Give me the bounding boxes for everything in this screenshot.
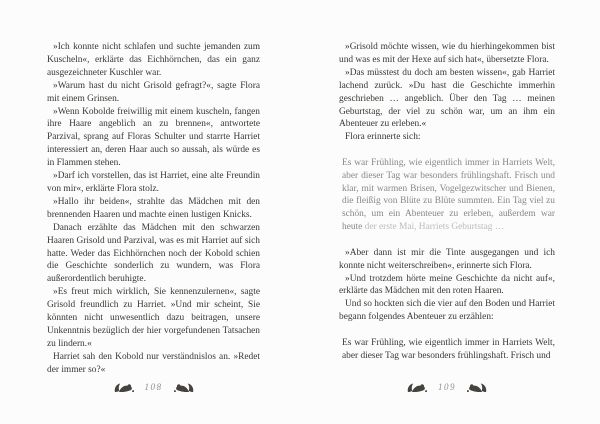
leaping-squirrel-ornament-icon (174, 382, 194, 393)
paragraph: »Und trotzdem hörte meine Geschichte da nicht auf«, erklärte das Mädchen mit den roten Haaren. (339, 273, 555, 297)
right-page-footer (339, 379, 555, 395)
paragraph: Flora erinnerte sich: (345, 132, 421, 143)
paragraph: »Warum hast du nicht Grisold gefragt?«, sagte Flora mit einem Grinsen. (47, 80, 260, 104)
page-number-left: 108 (144, 382, 163, 392)
leaping-squirrel-ornament-icon (407, 382, 427, 393)
paragraph: »Grisold möchte wissen, wie du hierhingekommen bist und was es mit der Hexe auf sich hat«, übersetzte Flora. (339, 42, 555, 65)
paragraph: »Hallo ihr beiden«, strahlte das Mädchen mit den brennenden Haaren und machte einen lustigen Knicks. (47, 196, 260, 220)
paragraph: Harriet sah den Kobold nur verständnislos an. »Redet der immer so?« (47, 351, 260, 375)
paragraph: »Wenn Kobolde freiwillig mit einem kuscheln, fangen ihre Haare angeblich an zu brennen«, antwortete Parzival, sprang auf Floras Schulter und starrte Harriet interessiert an, deren Haar auch so aussah, als würde es in Flammen stehen. (47, 106, 260, 169)
paragraph: Danach erzählte das Mädchen mit den schwarzen Haaren Grisold und Parzival, was es mit Harriet auf sich hatte. Weder das Eichhörnchen noch der Kobold schien die Geschichte sonderlich zu wundern, was Flora außerordentlich beruhigte. (47, 222, 260, 285)
paragraph: Es war Frühling, wie eigentlich immer in Harriets Welt, aber dieser Tag war besonders frühlingshaft. Frisch und (342, 337, 555, 361)
paragraph: »Ich konnte nicht schlafen und suchte jemanden zum Kuscheln«, erklärte das Eichhörnchen, das ein ganz ausgezeichneter Kuschler war. (47, 42, 260, 78)
left-page-footer (47, 379, 260, 395)
left-page-text (47, 41, 260, 377)
leaping-squirrel-ornament-icon (114, 382, 134, 393)
paragraph: »Das müsstest du doch am besten wissen«, gab Harriet lachend zurück. »Du hast die Geschichte immerhin geschrieben … angeblich. Über den Tag … meinen Geburtstag, der viel zu schön war, um an ihm ein Abenteuer zu erleben.« (339, 67, 555, 130)
paragraph: »Es freut mich wirklich, Sie kennenzulernen«, sagte Grisold freundlich zu Harriet. »Und mir scheint, Sie könnten nicht unwesentlich dazu beitragen, unsere Unkenntnis bezüglich der hier vorgefundenen Tatsachen zu lindern.« (47, 287, 260, 349)
paragraph: Und so hockten sich die vier auf den Boden und Harriet begann folgendes Abenteuer zu erzählen: (339, 299, 555, 323)
paragraph: »Aber dann ist mir die Tinte ausgegangen und ich konnte nicht weiterschreiben«, erinnerte sich Flora. (339, 247, 555, 271)
leaping-squirrel-ornament-icon (467, 382, 487, 393)
right-page-text (339, 41, 555, 362)
page-number-right: 109 (438, 382, 456, 392)
faded-text: der erste Mai, Harriets Geburtstag … (364, 222, 505, 233)
paragraph: Es war Frühling, wie eigentlich immer in Harriets Welt, aber dieser Tag war besonders frühlingshaft. Frisch und klar, mit warmen Brisen, Vogelgezwitscher und Bienen, die fleißig von Blüte zu Blüte summten. Ein Tag viel zu schön, um ein Abenteuer zu erleben, außerdem war heute der erste Mai, Harriets Geburtstag … (342, 157, 555, 233)
paragraph: »Darf ich vorstellen, das ist Harriet, eine alte Freundin von mir«, erklärte Flora stolz. (47, 171, 260, 194)
